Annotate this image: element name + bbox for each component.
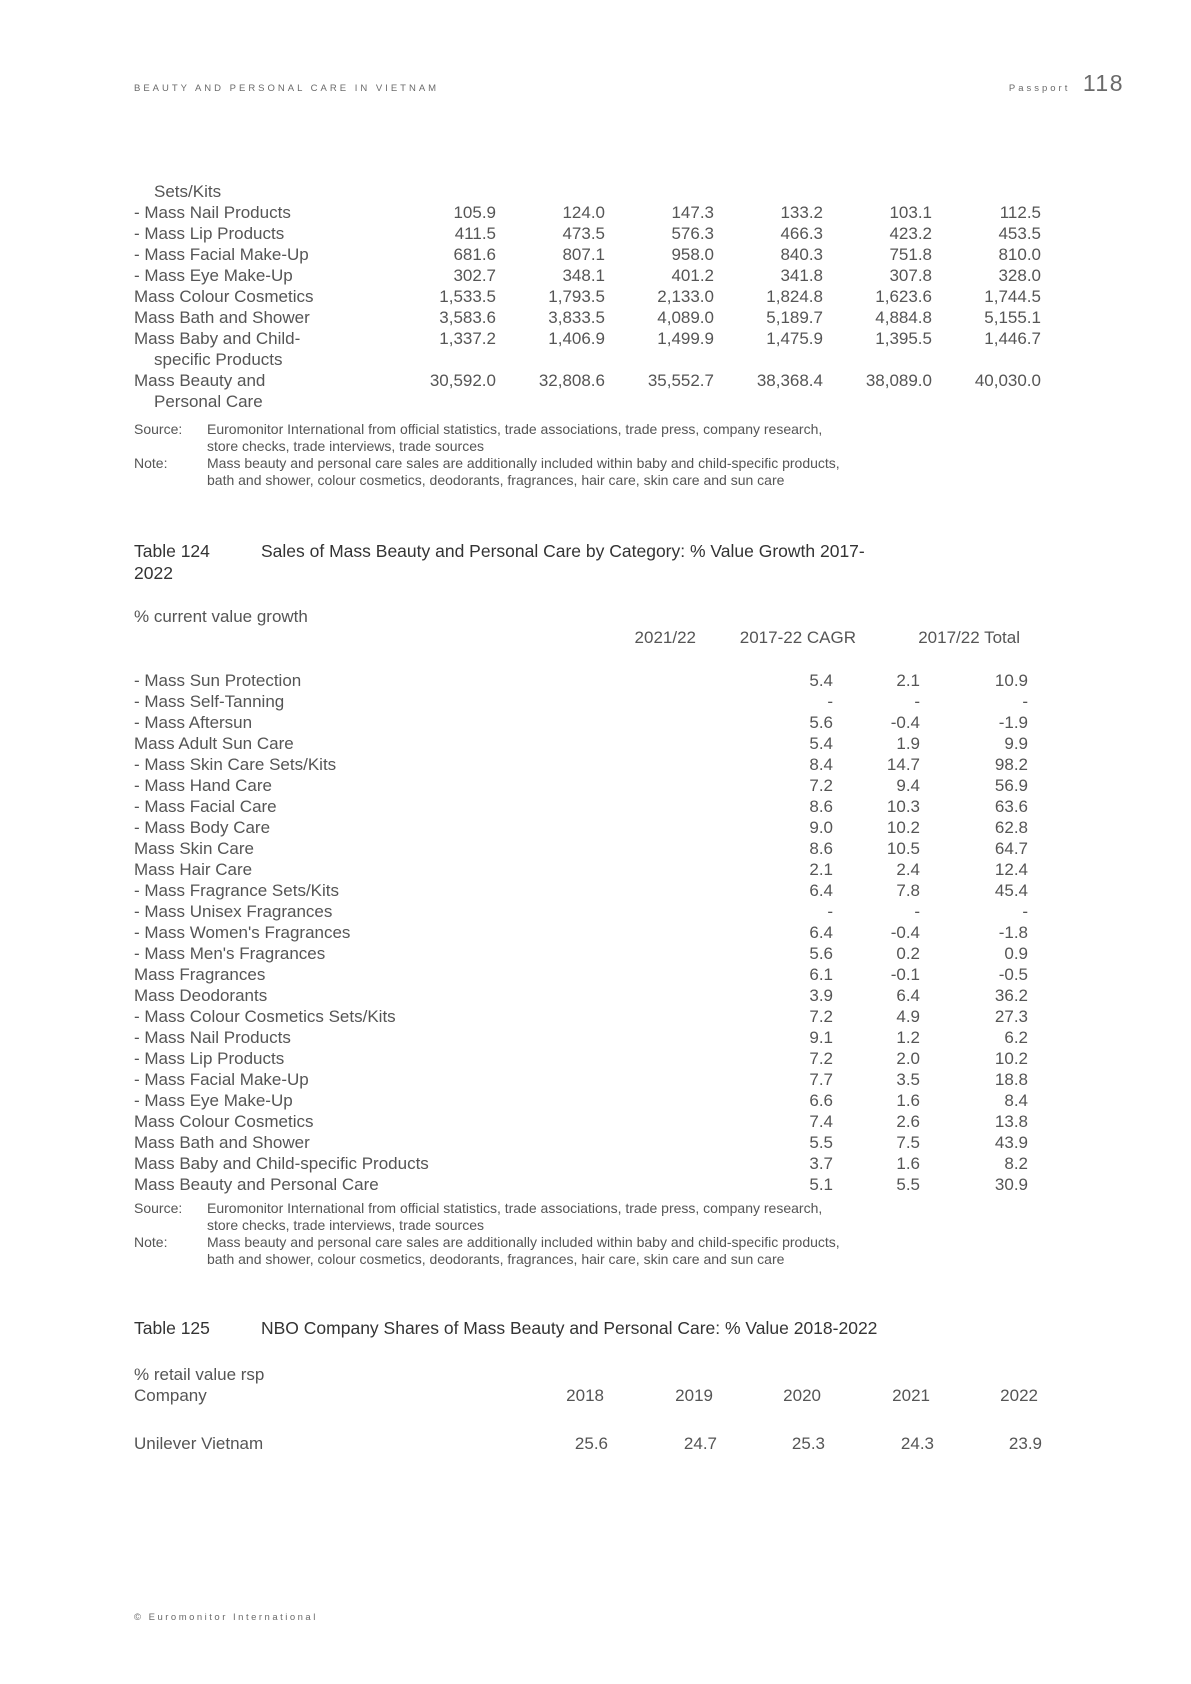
table-cell: 36.2 [994,986,1028,1005]
table-cell: 25.6 [574,1434,608,1453]
table-row [134,1433,1046,1454]
row-label: Mass Hair Care [134,860,253,879]
row-label: - Mass Facial Make-Up [134,1070,309,1089]
table-cell: 1,533.5 [439,287,496,306]
row-label: - Mass Hand Care [134,776,272,795]
row-label: Mass Colour Cosmetics [134,287,314,306]
table-cell: 14.7 [886,755,920,774]
table-cell: 43.9 [994,1133,1028,1152]
header-right [1009,70,1124,97]
table-cell: 4,884.8 [875,308,932,327]
table-row [134,349,1046,370]
row-label: Mass Fragrances [134,965,266,984]
source-text: Euromonitor International from official statistics, trade associations, trade press, company research, [207,421,823,437]
table-row [134,181,1046,202]
table-cell: 1,623.6 [875,287,932,306]
note-text-cont: bath and shower, colour cosmetics, deodorants, fragrances, hair care, skin care and sun care [207,1251,785,1267]
row-label: Mass Bath and Shower [134,1133,310,1152]
row-label: specific Products [154,350,283,369]
table-cell: -0.4 [890,923,920,942]
table-row [134,1111,1026,1132]
row-label: - Mass Women's Fragrances [134,923,351,942]
table-row [134,223,1046,244]
table-cell: 411.5 [454,224,496,243]
table-row [134,286,1046,307]
table-cell: 7.2 [809,1049,833,1068]
table-cell: - [827,902,833,921]
table-cell: 681.6 [453,245,496,264]
table-cell: 63.6 [994,797,1028,816]
table-cell: 5.1 [809,1175,833,1194]
note-text: Mass beauty and personal care sales are additionally included within baby and child-specific products, [207,455,840,471]
source-label: Source: [134,421,183,437]
table-cell: 453.5 [998,224,1041,243]
row-label: Sets/Kits [154,182,222,201]
table-cell: 1,337.2 [439,329,496,348]
table-cell: 147.3 [671,203,714,222]
table-cell: 9.0 [809,818,833,837]
table-cell: 25.3 [791,1434,825,1453]
table-cell: 3,583.6 [439,308,496,327]
table-title: Sales of Mass Beauty and Personal Care by Category: % Value Growth 2017- [261,541,865,561]
row-label: - Mass Fragrance Sets/Kits [134,881,340,900]
table-cell: 5.6 [809,713,833,732]
table-cell: -1.8 [998,923,1028,942]
table-cell: 6.1 [809,965,833,984]
table-row [134,859,1026,880]
column-header: 2017-22 CAGR [739,628,856,647]
table-cell: 24.7 [683,1434,717,1453]
row-label: - Mass Nail Products [134,1028,291,1047]
table-row [134,712,1026,733]
row-label: - Mass Unisex Fragrances [134,902,333,921]
table-cell: 423.2 [889,224,932,243]
table-row [134,691,1026,712]
table-cell: 1,446.7 [984,329,1041,348]
table-cell: - [914,902,920,921]
table-124-body [134,670,1026,1195]
table-cell: 473.5 [562,224,605,243]
table-cell: 24.3 [900,1434,934,1453]
column-header: 2022 [1000,1386,1038,1405]
table-cell: 30.9 [994,1175,1028,1194]
row-label: - Mass Colour Cosmetics Sets/Kits [134,1007,396,1026]
row-label: Mass Beauty and Personal Care [134,1175,379,1194]
table-cell: 30,592.0 [429,371,496,390]
table-cell: 401.2 [671,266,714,285]
table-cell: 1,475.9 [766,329,823,348]
table-row [134,1174,1026,1195]
table-cell: 5.6 [809,944,833,963]
table-cell: 807.1 [562,245,605,264]
table-row [134,202,1046,223]
table-cell: 10.2 [886,818,920,837]
table-row [134,985,1026,1006]
table-cell: -0.5 [998,965,1028,984]
row-label: - Mass Eye Make-Up [134,1091,293,1110]
table-cell: 23.9 [1008,1434,1042,1453]
table-cell: 5.4 [809,671,833,690]
table-cell: 5.4 [809,734,833,753]
table-cell: 10.2 [994,1049,1028,1068]
table-cell: 1.2 [896,1028,920,1047]
row-label: Mass Skin Care [134,839,254,858]
row-label: Personal Care [154,392,263,411]
table-cell: 9.1 [809,1028,833,1047]
table-title-cont: 2022 [134,563,173,583]
source-text: Euromonitor International from official statistics, trade associations, trade press, company research, [207,1200,823,1216]
table-125-unit: % retail value rsp [134,1365,265,1384]
row-label: - Mass Lip Products [134,224,285,243]
column-header: 2019 [675,1386,713,1405]
table-cell: 133.2 [780,203,823,222]
table-cell: -1.9 [998,713,1028,732]
table-cell: 2,133.0 [657,287,714,306]
row-label: - Mass Self-Tanning [134,692,285,711]
table-row [134,964,1026,985]
table-row [134,1069,1026,1090]
table-row [134,901,1026,922]
table-cell: 3.5 [896,1070,920,1089]
table-row [134,370,1046,391]
table-cell: 7.7 [809,1070,833,1089]
table-cell: 1.6 [896,1154,920,1173]
table-cell: 6.4 [809,923,833,942]
table-row [134,244,1046,265]
table-cell: 8.4 [1004,1091,1028,1110]
table-cell: 7.5 [896,1133,920,1152]
column-header: 2020 [783,1386,821,1405]
table-cell: 840.3 [780,245,823,264]
row-label: - Mass Lip Products [134,1049,285,1068]
table-cell: - [827,692,833,711]
table-row [134,1006,1026,1027]
passport-label: Passport [1008,83,1071,94]
table-row [134,1027,1026,1048]
row-label: - Mass Aftersun [134,713,253,732]
table-cell: 1,744.5 [984,287,1041,306]
row-label: - Mass Skin Care Sets/Kits [134,755,337,774]
column-header: 2021/22 [634,628,696,647]
table-row [134,307,1046,328]
table-cell: 38,368.4 [756,371,823,390]
source-label: Source: [134,1200,183,1216]
table-cell: 751.8 [889,245,932,264]
table-cell: 18.8 [994,1070,1028,1089]
table-cell: 40,030.0 [974,371,1041,390]
table-cell: 3.7 [809,1154,833,1173]
table-cell: 5.5 [809,1133,833,1152]
table-cell: - [1022,902,1028,921]
report-title: BEAUTY AND PERSONAL CARE IN VIETNAM [134,83,440,94]
column-header: 2017/22 Total [918,628,1020,647]
table-cell: 105.9 [453,203,496,222]
table-cell: 8.4 [809,755,833,774]
row-label: Mass Adult Sun Care [134,734,294,753]
table-cell: 12.4 [994,860,1028,879]
table-cell: 103.1 [889,203,932,222]
table-cell: 341.8 [780,266,823,285]
table-cell: 8.2 [1004,1154,1028,1173]
table-cell: 5.5 [896,1175,920,1194]
table-row [134,733,1026,754]
column-header: 2021 [892,1386,930,1405]
table-cell: 13.8 [994,1112,1028,1131]
row-label: Mass Colour Cosmetics [134,1112,314,1131]
table-cell: 10.9 [994,671,1028,690]
table-row [134,265,1046,286]
table-cell: 10.3 [886,797,920,816]
table-cell: 9.4 [896,776,920,795]
table-cell: 0.9 [1004,944,1028,963]
table-cell: 6.4 [896,986,920,1005]
table-cell: 62.8 [994,818,1028,837]
table-cell: 38,089.0 [865,371,932,390]
table-row [134,1153,1026,1174]
table-row [134,1132,1026,1153]
table-cell: 98.2 [994,755,1028,774]
row-label: - Mass Men's Fragrances [134,944,326,963]
table-cell: 328.0 [998,266,1041,285]
column-header: 2018 [566,1386,604,1405]
table-cell: 1.6 [896,1091,920,1110]
table-row [134,880,1026,901]
table-cell: 27.3 [994,1007,1028,1026]
table-row [134,754,1026,775]
table-cell: 1,395.5 [875,329,932,348]
table-cell: 2.0 [896,1049,920,1068]
table-row [134,1048,1026,1069]
row-label: - Mass Facial Make-Up [134,245,309,264]
table-row [134,796,1026,817]
table-cell: - [1022,692,1028,711]
note-label: Note: [134,1234,168,1250]
table-cell: 35,552.7 [647,371,714,390]
table-cell: 1,824.8 [766,287,823,306]
page-footer: © Euromonitor International [134,1612,318,1623]
source-text-cont: store checks, trade interviews, trade sources [207,1217,485,1233]
row-label: - Mass Body Care [134,818,271,837]
table-row [134,1090,1026,1111]
table-number: Table 124 [134,541,210,561]
row-label: Mass Baby and Child-specific Products [134,1154,429,1173]
page-header [134,70,1124,100]
table-cell: 6.6 [809,1091,833,1110]
row-label: - Mass Nail Products [134,203,291,222]
table-number: Table 125 [134,1318,210,1338]
table-cell: 1,793.5 [548,287,605,306]
table-row [134,943,1026,964]
table-cell: 7.8 [896,881,920,900]
table-cell: 2.6 [896,1112,920,1131]
table-cell: 9.9 [1004,734,1028,753]
source-text-cont: store checks, trade interviews, trade sources [207,438,485,454]
table-cell: -0.1 [890,965,920,984]
table-title: NBO Company Shares of Mass Beauty and Personal Care: % Value 2018-2022 [261,1318,878,1338]
table-row [134,817,1026,838]
table-row [134,328,1046,349]
table-cell: - [914,692,920,711]
table-cell: 466.3 [780,224,823,243]
table-cell: 307.8 [889,266,932,285]
company-column-header: Company [134,1386,207,1405]
table-cell: 348.1 [562,266,605,285]
note-text: Mass beauty and personal care sales are additionally included within baby and child-specific products, [207,1234,840,1250]
table-row [134,838,1026,859]
table-row [134,922,1026,943]
table-cell: 4,089.0 [657,308,714,327]
table-cell: 8.6 [809,839,833,858]
table-cell: 1,499.9 [657,329,714,348]
table-cell: 5,155.1 [984,308,1041,327]
table-124-notes [134,1200,1034,1268]
row-label: - Mass Facial Care [134,797,277,816]
table-123-notes [134,421,1034,489]
table-cell: 7.2 [809,776,833,795]
table-row [134,775,1026,796]
table-cell: 124.0 [562,203,605,222]
row-label: Mass Baby and Child- [134,329,301,348]
table-cell: 3.9 [809,986,833,1005]
note-text-cont: bath and shower, colour cosmetics, deodorants, fragrances, hair care, skin care and sun care [207,472,785,488]
row-label: - Mass Sun Protection [134,671,302,690]
table-cell: 2.1 [809,860,833,879]
table-124-unit: % current value growth [134,607,308,626]
row-label: Mass Deodorants [134,986,268,1005]
table-cell: 1,406.9 [548,329,605,348]
table-cell: 3,833.5 [548,308,605,327]
row-label: Unilever Vietnam [134,1434,264,1453]
table-cell: 10.5 [886,839,920,858]
table-row [134,391,1046,412]
note-label: Note: [134,455,168,471]
row-label: Mass Bath and Shower [134,308,310,327]
table-cell: 810.0 [998,245,1041,264]
table-cell: 302.7 [453,266,496,285]
table-cell: 5,189.7 [766,308,823,327]
table-cell: 576.3 [671,224,714,243]
table-cell: 2.4 [896,860,920,879]
table-cell: 6.2 [1004,1028,1028,1047]
table-cell: 6.4 [809,881,833,900]
table-cell: 56.9 [994,776,1028,795]
table-cell: 32,808.6 [538,371,605,390]
table-cell: 958.0 [671,245,714,264]
table-cell: 7.2 [809,1007,833,1026]
table-cell: 112.5 [999,203,1041,222]
table-cell: 64.7 [994,839,1028,858]
table-cell: 1.9 [896,734,920,753]
table-cell: 7.4 [809,1112,833,1131]
page-number: 118 [1082,70,1124,96]
table-cell: 2.1 [896,671,920,690]
table-cell: 4.9 [896,1007,920,1026]
table-cell: 0.2 [896,944,920,963]
table-cell: -0.4 [890,713,920,732]
table-125-body [134,1433,1046,1454]
table-cell: 45.4 [994,881,1028,900]
table-row [134,670,1026,691]
row-label: - Mass Eye Make-Up [134,266,293,285]
table-123-continuation [134,181,1046,412]
table-cell: 8.6 [809,797,833,816]
row-label: Mass Beauty and [134,371,266,390]
